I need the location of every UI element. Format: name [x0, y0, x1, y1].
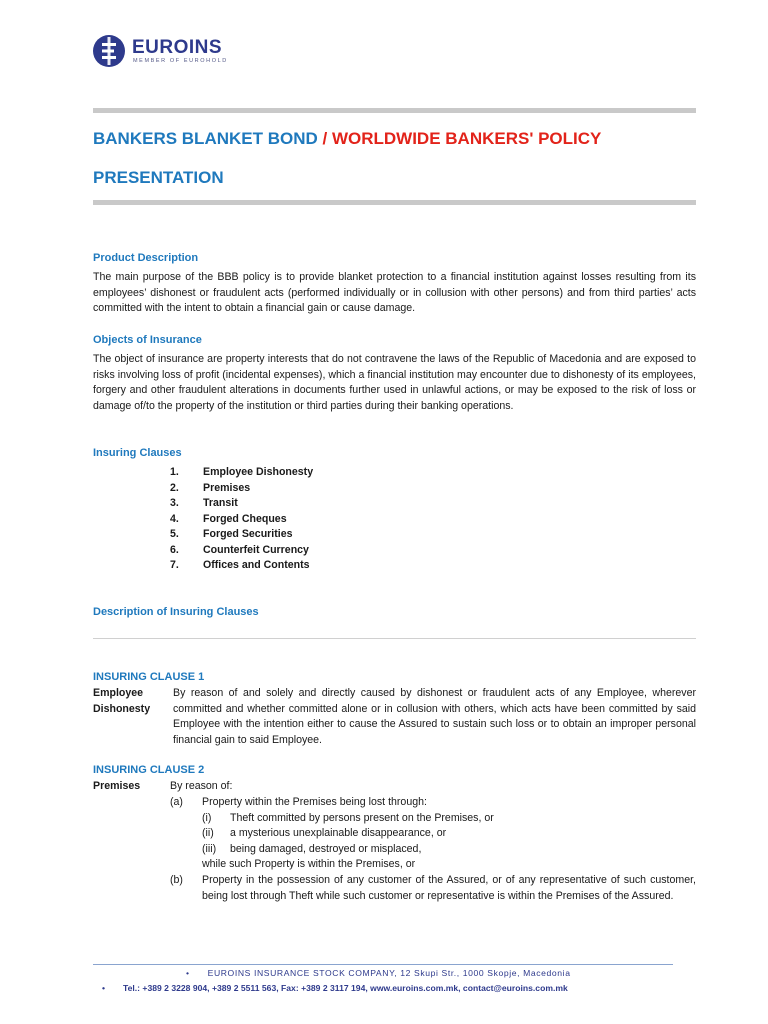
logo-subtitle: MEMBER OF EUROHOLD [133, 57, 228, 64]
title-part2: WORLDWIDE BANKERS' POLICY [331, 129, 602, 148]
clause2-iii-label: (iii) [202, 842, 217, 855]
clause2-ii-label: (ii) [202, 827, 214, 839]
section-divider [93, 638, 696, 639]
footer-contact-text: Tel.: +389 2 3228 904, +389 2 5511 563, Fax: +389 2 3117 194, www.euroins.com.mk, contact@euroins.com.mk [123, 983, 568, 993]
document-title [93, 129, 601, 149]
clause2-a-text: Property within the Premises being lost through: [202, 796, 427, 808]
list-item: 7. Offices and Contents [170, 559, 310, 571]
euroins-logo-icon [92, 34, 126, 68]
footer-contact [102, 983, 568, 993]
document-subtitle: PRESENTATION [93, 168, 224, 187]
list-item: 4. Forged Cheques [170, 512, 287, 525]
clause2-ii-text: a mysterious unexplainable disappearance, or [230, 827, 447, 839]
list-item: 2. Premises [170, 481, 251, 494]
clause2-i-text: Theft committed by persons present on the Premises, or [230, 811, 494, 824]
description-of-clauses-heading: Description of Insuring Clauses [93, 606, 259, 618]
logo-name: EUROINS [132, 36, 223, 58]
clause1-heading: INSURING CLAUSE 1 [93, 671, 205, 683]
clause2-b-text: Property in the possession of any customer of the Assured, or of any representative of such customer, being lost through Theft while such customer or representative is within the Premises of the Assured. [202, 874, 696, 902]
list-item: 3. Transit [170, 497, 238, 509]
clause2-iii-text: being damaged, destroyed or misplaced, [230, 842, 422, 855]
clause2-while-text: while such Property is within the Premises, or [202, 858, 416, 870]
footer-bullet: • [186, 968, 190, 978]
objects-heading: Objects of Insurance [93, 334, 202, 346]
product-description-text: The main purpose of the BBB policy is to provide blanket protection to a financial institution against losses resulting from its employees’ dishonest or fraudulent acts (performed individually or in collusion with other persons) and from third parties’ acts committed with the intent to obtain a financial gain or cause damage. [93, 271, 696, 315]
euroins-logo [92, 34, 228, 68]
clause2-heading: INSURING CLAUSE 2 [93, 764, 205, 776]
insuring-clauses-list [170, 466, 313, 575]
clause2-b-label: (b) [170, 874, 183, 886]
title-divider [93, 200, 696, 205]
top-divider [93, 108, 696, 113]
clause2-i-label: (i) [202, 811, 212, 824]
product-description-heading: Product Description [93, 252, 199, 264]
clause1-text: By reason of and solely and directly caused by dishonest or fraudulent acts of any Employee, wherever committed and whether committed alone or in collusion with others, which acts have been committed by said Employee with the intention either to cause the Assured to sustain such loss or to obtain an improper personal financial gain to said Employee. [173, 687, 696, 746]
title-part1: BANKERS BLANKET BOND [93, 129, 318, 148]
clause2-a-label: (a) [170, 796, 183, 808]
insuring-clauses-heading: Insuring Clauses [93, 447, 182, 459]
clause2-term: Premises [93, 780, 141, 792]
title-separator: / [317, 129, 332, 148]
footer-address [186, 968, 571, 978]
clause1-term-line1: Employee [93, 687, 144, 699]
clause1-term-line2: Dishonesty [93, 702, 151, 715]
clause2-intro: By reason of: [170, 780, 233, 792]
footer-bullet: • [102, 983, 106, 993]
list-item: 1. Employee Dishonesty [170, 466, 314, 478]
list-item: 5. Forged Securities [170, 528, 293, 540]
footer-divider [93, 964, 673, 965]
objects-text: The object of insurance are property interests that do not contravene the laws of the Republic of Macedonia and are exposed to risks involving loss of profit (incidental expenses), which a financial institution may encounter due to dishonesty of its employees, forgery and other fraudulent alterations in documents further used in unlawful actions, or may be exposed to the risk of loss or damage of/to the property of the institution or third parties during their banking operations. [93, 353, 696, 412]
list-item: 6. Counterfeit Currency [170, 543, 309, 556]
footer-address-text: EUROINS INSURANCE STOCK COMPANY, 12 Skupi Str., 1000 Skopje, Macedonia [207, 968, 571, 978]
